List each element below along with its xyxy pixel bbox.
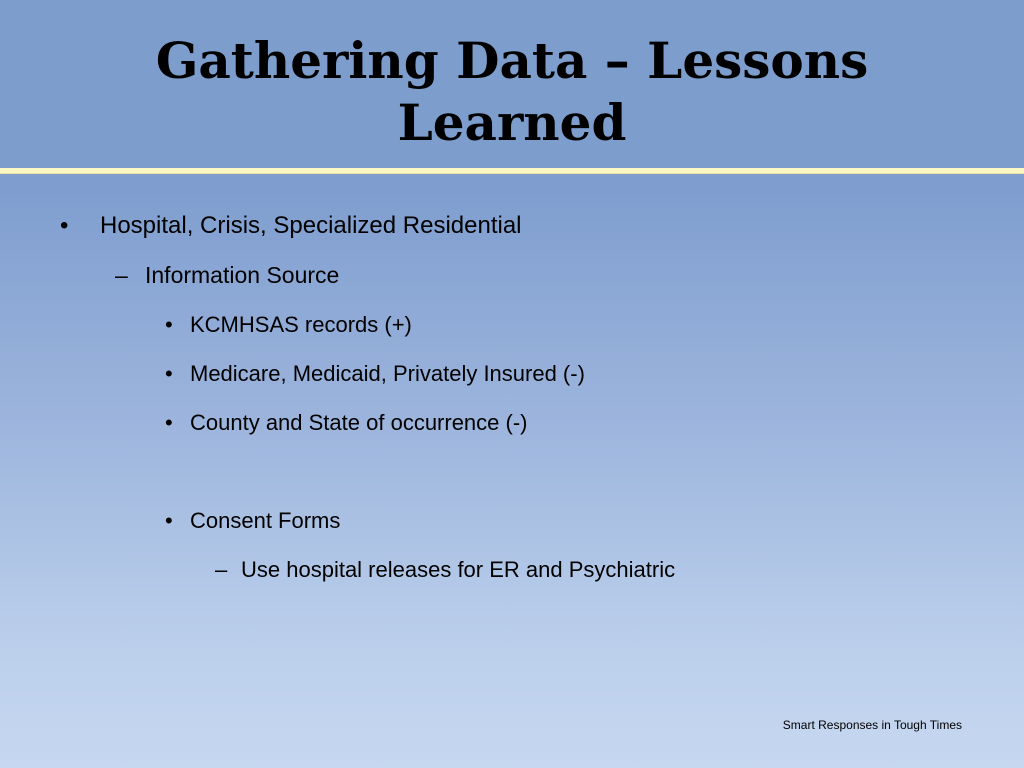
sub-sub-bullet-item [165,508,340,534]
bullet-text: KCMHSAS records (+) [190,312,412,337]
slide-title: Gathering Data – Lessons Learned [155,31,869,152]
sub-sub-sub-bullet-item [215,557,675,583]
bullet-dash-marker: – [215,557,228,582]
bullet-text: Consent Forms [190,508,341,533]
bullet-text: County and State of occurrence (-) [190,410,528,435]
bullet-text: Hospital, Crisis, Specialized Residential [100,212,522,239]
bullet-text: Information Source [145,262,340,288]
bullet-dot-marker: • [165,361,173,386]
sub-bullet-item [115,262,339,289]
bullet-dash-marker: – [115,262,128,288]
title-area [0,0,1024,168]
bullet-dot-marker: • [165,508,173,533]
bullet-text: Medicare, Medicaid, Privately Insured (-) [190,361,585,386]
title-divider [0,168,1024,174]
sub-sub-bullet-item [165,361,585,387]
sub-sub-bullet-item [165,312,412,338]
bullet-text: Use hospital releases for ER and Psychiatric [241,557,676,582]
bullet-dot-marker: • [165,312,173,337]
bullet-item [60,212,522,240]
bullet-dot-marker: • [165,410,173,435]
bullet-dot-marker: • [60,212,69,239]
footer-text: Smart Responses in Tough Times [782,718,962,732]
sub-sub-bullet-item [165,410,528,436]
